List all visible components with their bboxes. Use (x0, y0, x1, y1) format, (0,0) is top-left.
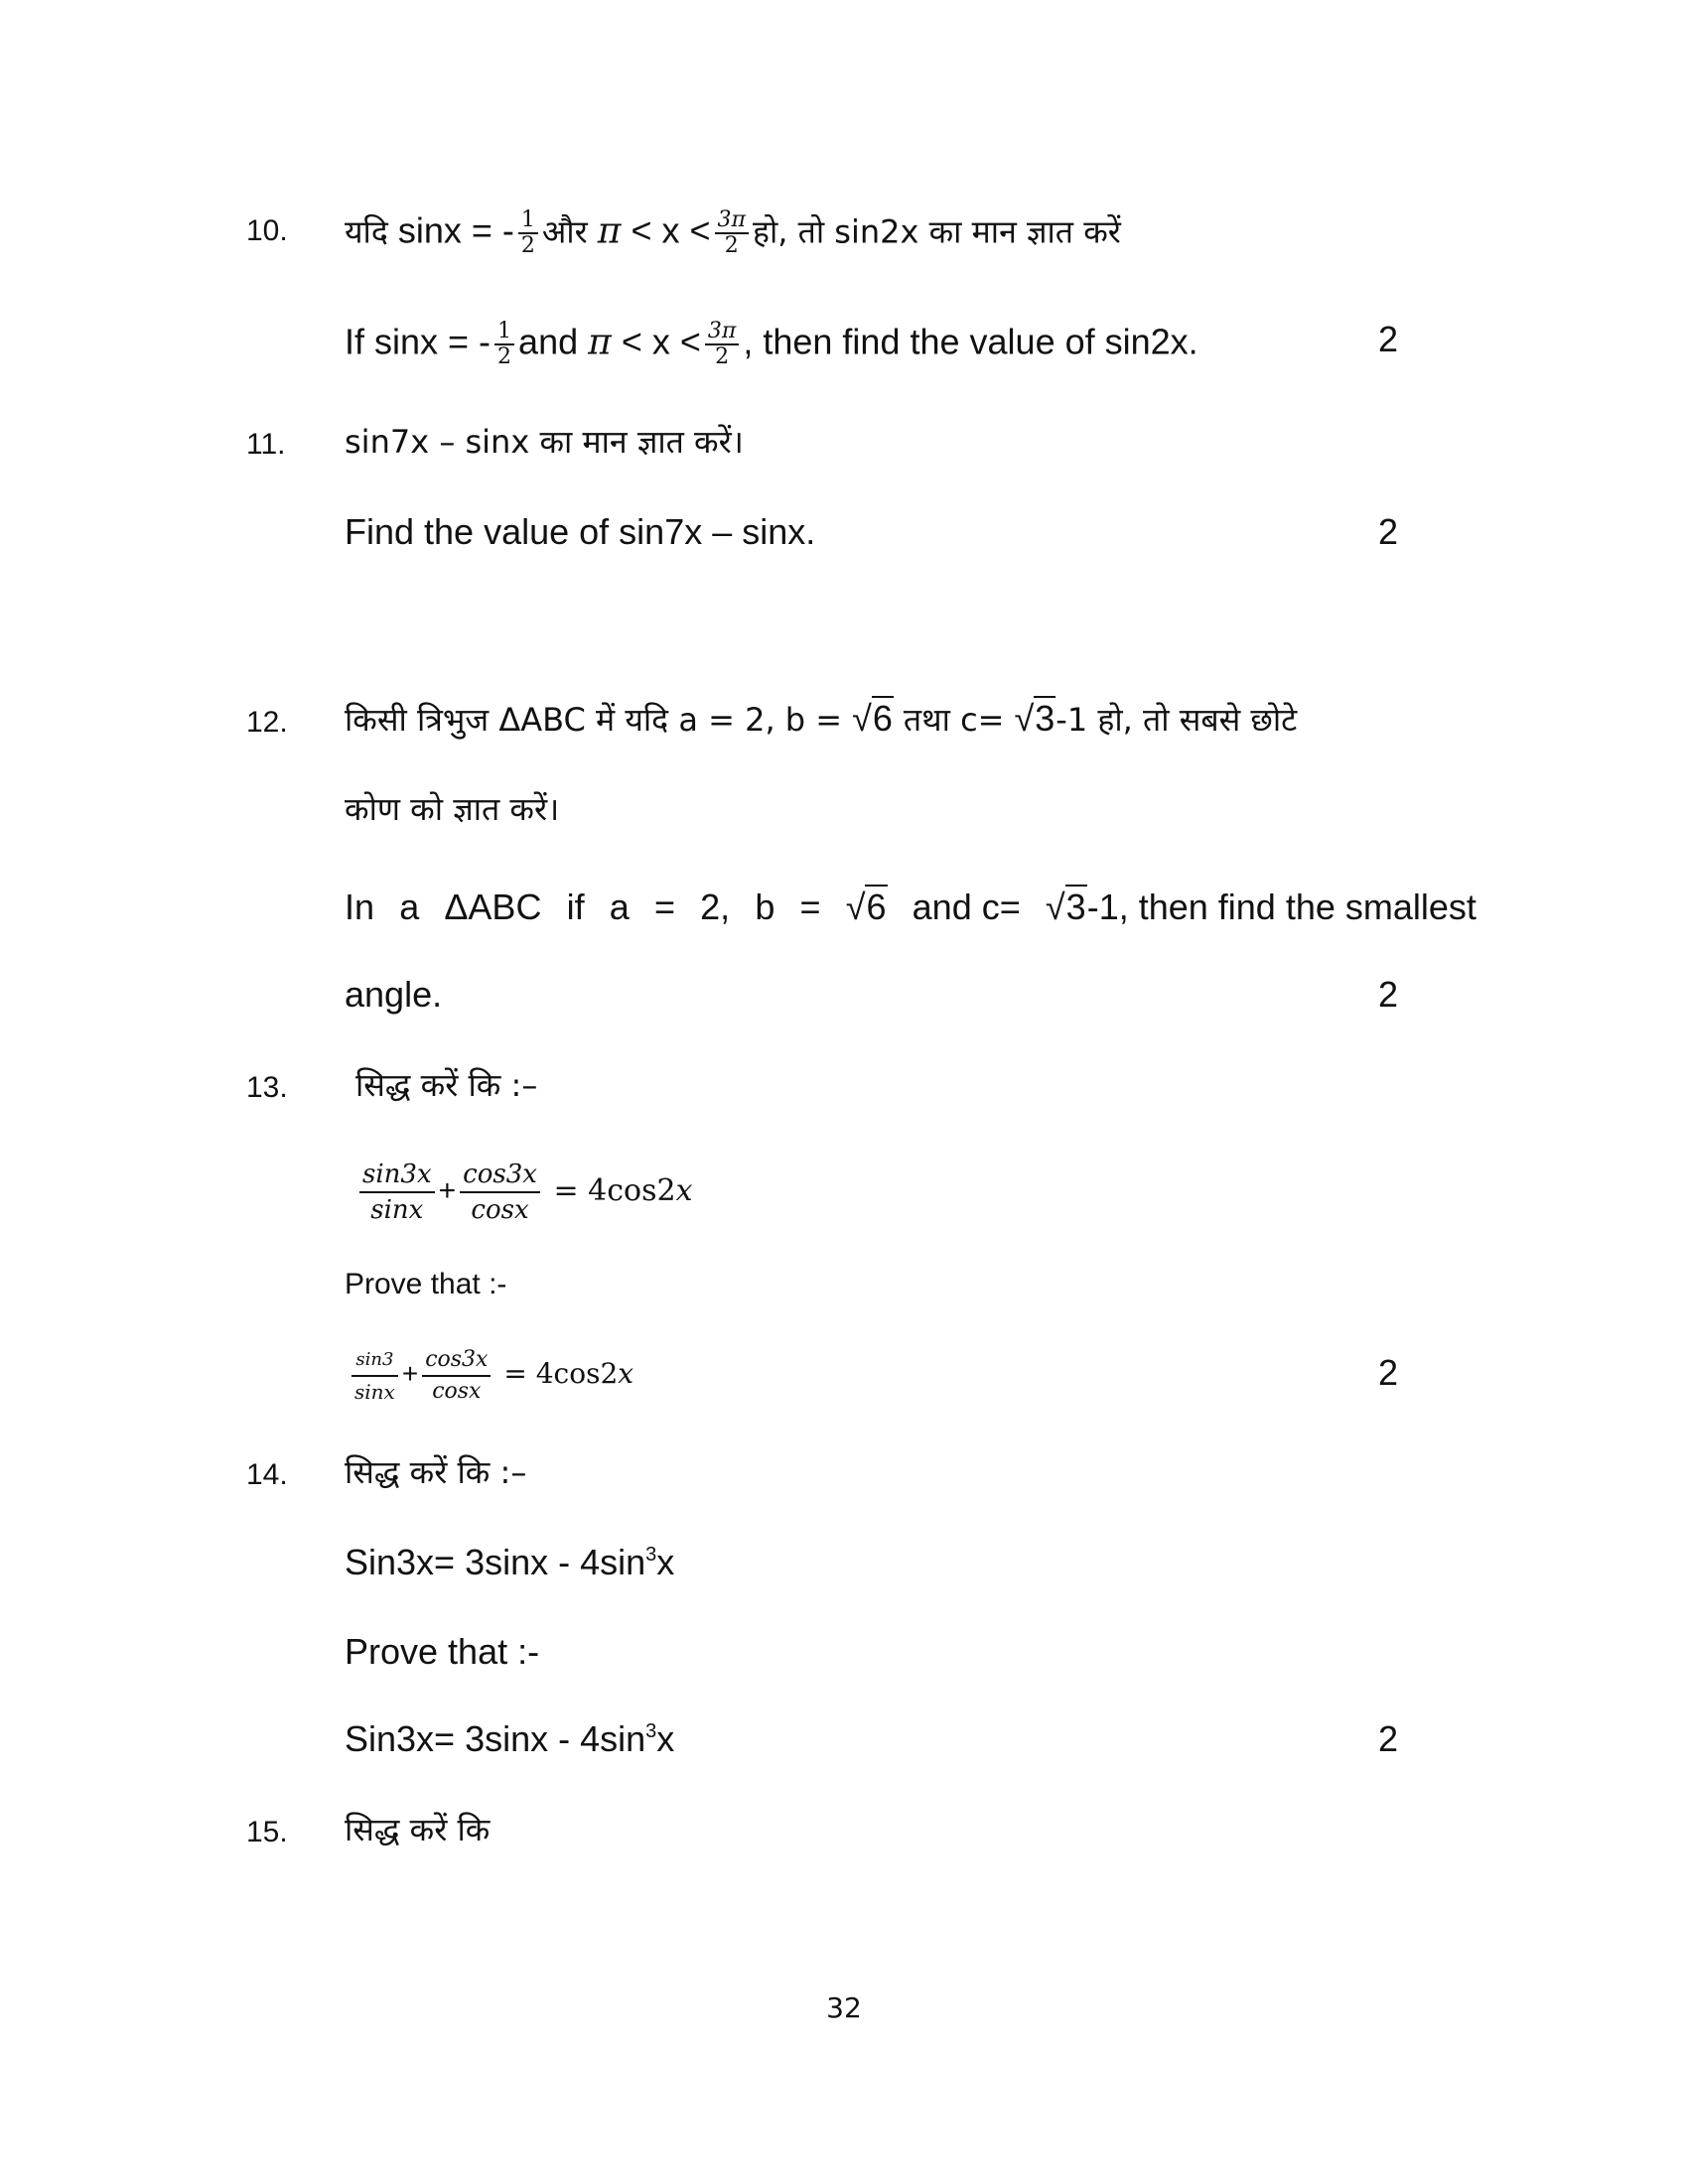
square-root: √3 (1014, 698, 1055, 739)
fraction: $\frac{3\pi}{2}$ (705, 320, 739, 369)
question-13-english: Prove that :- (345, 1268, 507, 1300)
fraction: $\frac{\cos 3x}{\cos x}$ (460, 1158, 540, 1227)
fraction: $\frac{\sin 3x}{\sin x}$ (359, 1158, 435, 1227)
marks: 2 (1378, 1718, 1399, 1759)
question-11-english: Find the value of sin7x – sinx. (345, 511, 816, 552)
fraction: $\frac{1}{2}$ (518, 208, 538, 258)
question-12-english: In a ΔABC if a = 2, b = √6 and c= √3-1, then find the smallest (345, 887, 1477, 927)
question-12-hindi-line2: कोण को ज्ञात करें। (345, 790, 560, 828)
fraction: $\frac{\cos 3x}{\cos x}$ (422, 1345, 491, 1407)
question-10-english: If sinx = - $\frac{1}{2}$ and π < x < $\frac{3\pi}{2}$ , then find the value of sin2x. (345, 319, 1198, 369)
marks: 2 (1378, 974, 1399, 1015)
question-number: 14. (246, 1458, 288, 1491)
question-14-formula-hindi: $Sin3x= 3\sin x - 4\sin^3x$ (345, 1542, 675, 1582)
question-number: 10. (246, 214, 288, 247)
question-12-hindi: किसी त्रिभुज ΔABC में यदि a = 2, b = √6 तथा c= √3-1 हो, तो सबसे छोटे (345, 698, 1298, 739)
marks: 2 (1378, 511, 1399, 552)
marks: 2 (1378, 319, 1399, 359)
question-13-formula-hindi: $\frac{\sin 3x}{\sin x}$ + $\frac{\cos 3x}{\cos x}$ = 4cos2x (355, 1152, 692, 1231)
page-number: 32 (826, 1991, 862, 2024)
question-14-hindi: सिद्ध करें कि :– (345, 1453, 527, 1491)
question-number: 11. (246, 428, 286, 461)
question-number: 12. (246, 706, 288, 739)
question-10-hindi: यदि sinx = - $\frac{1}{2}$ और π < x < $\frac{3\pi}{2}$ हो, तो sin2x का मान ज्ञात करें (345, 207, 1121, 258)
question-number: 13. (246, 1071, 288, 1104)
question-number: 15. (246, 1816, 288, 1848)
marks: 2 (1378, 1352, 1399, 1393)
square-root: √3 (1045, 887, 1086, 927)
fraction: $\frac{\sin 3}{\sin x}$ (352, 1345, 398, 1407)
question-13-formula-english: $\frac{\sin 3}{\sin x}$ + $\frac{\cos 3x}{\cos x}$ = 4cos2x (348, 1336, 633, 1412)
fraction: $\frac{1}{2}$ (494, 320, 514, 369)
question-13-hindi: सिद्ध करें कि :– (355, 1066, 538, 1104)
fraction: $\frac{3\pi}{2}$ (715, 208, 749, 258)
question-14-formula-english: $Sin3x= 3\sin x - 4\sin^3x$ (345, 1718, 675, 1759)
question-14-english: Prove that :- (345, 1631, 540, 1672)
square-root: √6 (845, 887, 887, 927)
question-11-hindi: sin7x – sinx का मान ज्ञात करें। (345, 423, 744, 461)
question-12-english-line2: angle. (345, 974, 443, 1015)
question-15-hindi: सिद्ध करें कि (345, 1811, 491, 1848)
square-root: √6 (852, 698, 893, 739)
